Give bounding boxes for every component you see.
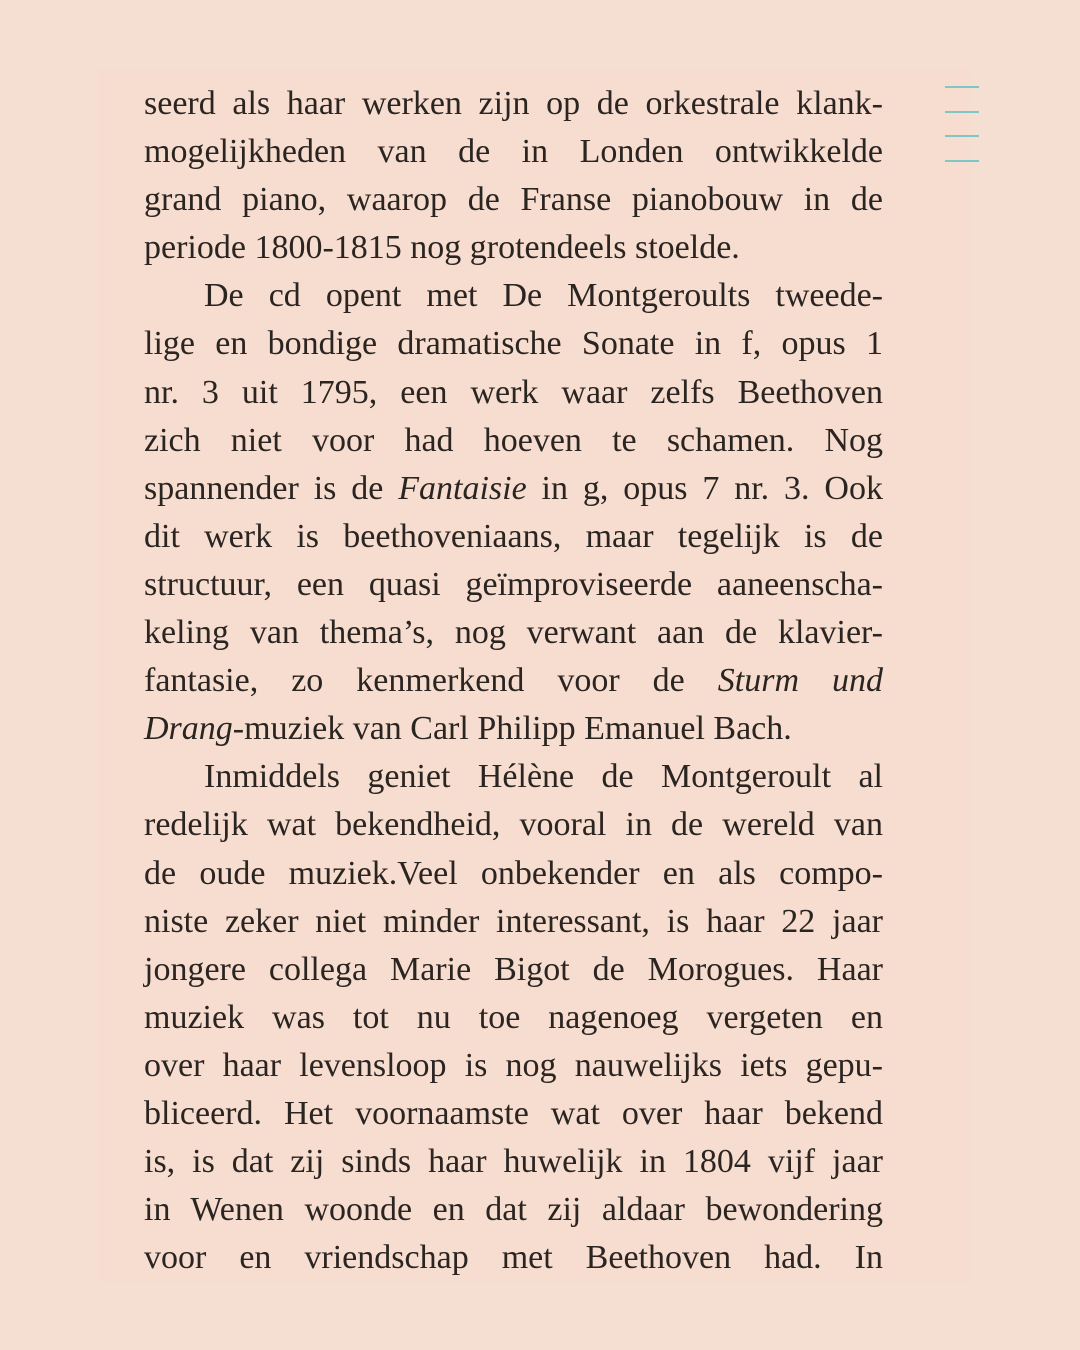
text-line [144,80,883,128]
text-line [144,994,883,1042]
text-segment: zich niet voor had hoeven te schamen. Nog [144,421,883,459]
text-line [144,176,883,224]
text-segment: niste zeker niet minder interessant, is haar 22 jaar [144,902,883,940]
text-line [144,369,883,417]
text-line [144,753,883,801]
text-line [144,1234,883,1282]
text-segment: redelijk wat bekendheid, vooral in de wereld van [144,806,883,844]
text-segment: keling van thema’s, nog verwant aan de klavier- [144,614,883,652]
text-line [144,465,883,513]
text-line [144,801,883,849]
text-segment: fantasie, zo kenmerkend voor de [144,662,718,700]
text-segment: in g, opus 7 nr. 3. Ook [526,469,883,507]
text-segment: over haar levensloop is nog nauwelijks iets gepu- [144,1046,883,1084]
text-segment: jongere collega Marie Bigot de Morogues. Haar [144,950,883,988]
margin-mark [945,160,979,162]
text-line [144,609,883,657]
text-segment: Inmiddels geniet Hélène de Montgeroult al [204,758,883,796]
text-line [144,561,883,609]
text-line [144,705,883,753]
margin-mark [945,86,979,88]
text-line [144,1186,883,1234]
text-line [144,272,883,320]
text-segment: mogelijkheden van de in Londen ontwikkelde [144,133,883,171]
text-segment: seerd als haar werken zijn op de orkestrale klank- [144,85,883,122]
text-line [144,946,883,994]
text-line [144,898,883,946]
text-line [144,320,883,368]
text-segment: in Wenen woonde en dat zij aldaar bewondering [144,1191,883,1229]
text-line [144,417,883,465]
text-segment: nr. 3 uit 1795, een werk waar zelfs Beethoven [144,373,883,411]
text-segment: grand piano, waarop de Franse pianobouw in de [144,181,883,219]
text-segment: spannender is de [144,469,399,507]
text-segment: voor en vriendschap met Beethoven had. In [144,1239,883,1277]
italic-text: Sturm und [717,662,883,700]
text-segment: bliceerd. Het voornaamste wat over haar bekend [144,1094,883,1132]
text-segment: de oude muziek.Veel onbekender en als compo- [144,854,883,892]
text-segment: -muziek van Carl Philipp Emanuel Bach. [232,710,792,748]
text-line [144,1138,883,1186]
italic-text: Drang [144,710,233,748]
italic-text: Fantaisie [398,469,527,507]
text-segment: is, is dat zij sinds haar huwelijk in 1804 vijf jaar [144,1143,883,1181]
text-line [144,1042,883,1090]
text-segment: structuur, een quasi geïmproviseerde aaneenscha- [144,565,883,603]
text-line [144,128,883,176]
margin-mark [945,111,979,113]
text-line [144,1090,883,1138]
margin-mark [945,135,979,137]
text-segment: periode 1800-1815 nog grotendeels stoelde. [144,229,740,267]
text-line [144,513,883,561]
text-line [144,224,883,272]
text-column [144,80,883,1282]
text-line [144,657,883,705]
text-segment: dit werk is beethoveniaans, maar tegelijk is de [144,517,883,555]
margin-marks [945,86,979,184]
text-segment: De cd opent met De Montgeroults tweede- [204,277,883,315]
text-segment: muziek was tot nu toe nagenoeg vergeten en [144,998,883,1036]
text-line [144,850,883,898]
text-segment: lige en bondige dramatische Sonate in f, opus 1 [144,325,883,363]
